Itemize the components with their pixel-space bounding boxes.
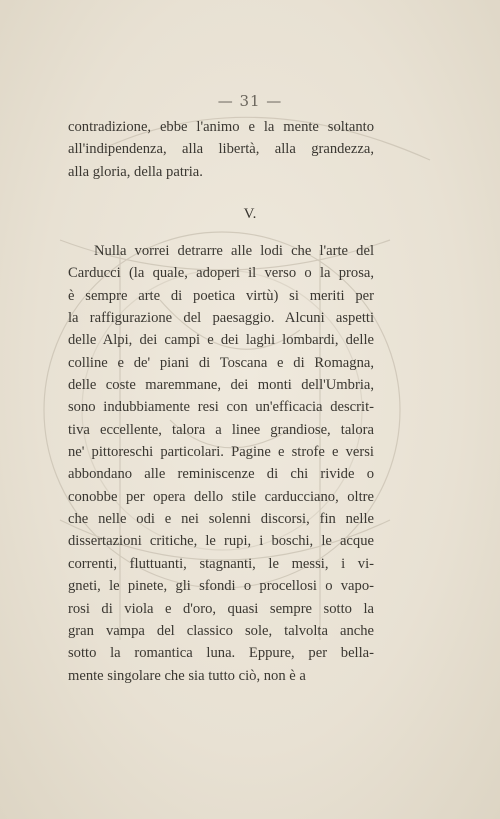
text-line: Carducci (la quale, adoperi il verso o la prosa, [68,265,374,282]
text-line: alla gloria, della patria. [68,163,203,180]
section-heading: V. [243,206,257,222]
main-paragraph [68,240,374,687]
text-line: sotto la romantica luna. Eppure, per bella- [68,645,374,662]
text-line: tiva eccellente, talora a linee grandiose, talora [68,421,374,438]
text-line: abbondano alle reminiscenze di chi rivide o [68,466,374,483]
text-line: ne' pittoreschi particolari. Pagine e strofe e versi [68,444,374,461]
text-line: correnti, fluttuanti, stagnanti, le messi, i vi- [68,555,374,572]
text-line: delle coste maremmane, dei monti dell'Umbria, [68,377,374,394]
text-line: Nulla vorrei detrarre alle lodi che l'arte del [94,243,374,259]
text-line: gran vampa del classico sole, talvolta anche [68,622,374,639]
text-line: all'indipendenza, alla libertà, alla grandezza, [68,141,374,158]
text-line: contradizione, ebbe l'animo e la mente soltanto [68,119,374,135]
text-line: è sempre arte di poetica virtù) si meriti per [68,287,374,304]
text-line: dissertazioni critiche, le rupi, i boschi, le acque [68,533,374,550]
text-line: mente singolare che sia tutto ciò, non è a [68,667,306,684]
text-line: gneti, le pinete, gli sfondi o procellosi o vapo- [68,578,374,595]
text-line: rosi di viola e d'oro, quasi sempre sotto la [68,600,374,617]
text-line: delle Alpi, dei campi e dei laghi lombardi, delle [68,332,374,349]
top-paragraph [68,116,374,183]
text-line: che nelle odi e nei solenni discorsi, fin nelle [68,511,374,528]
text-line: la raffigurazione del paesaggio. Alcuni aspetti [68,310,374,327]
text-line: colline e de' piani di Toscana e di Romagna, [68,354,374,371]
page-number: — 31 — [217,92,283,110]
text-line: sono indubbiamente resi con un'efficacia descrit- [68,399,374,416]
text-line: conobbe per opera dello stile carducciano, oltre [68,488,374,505]
